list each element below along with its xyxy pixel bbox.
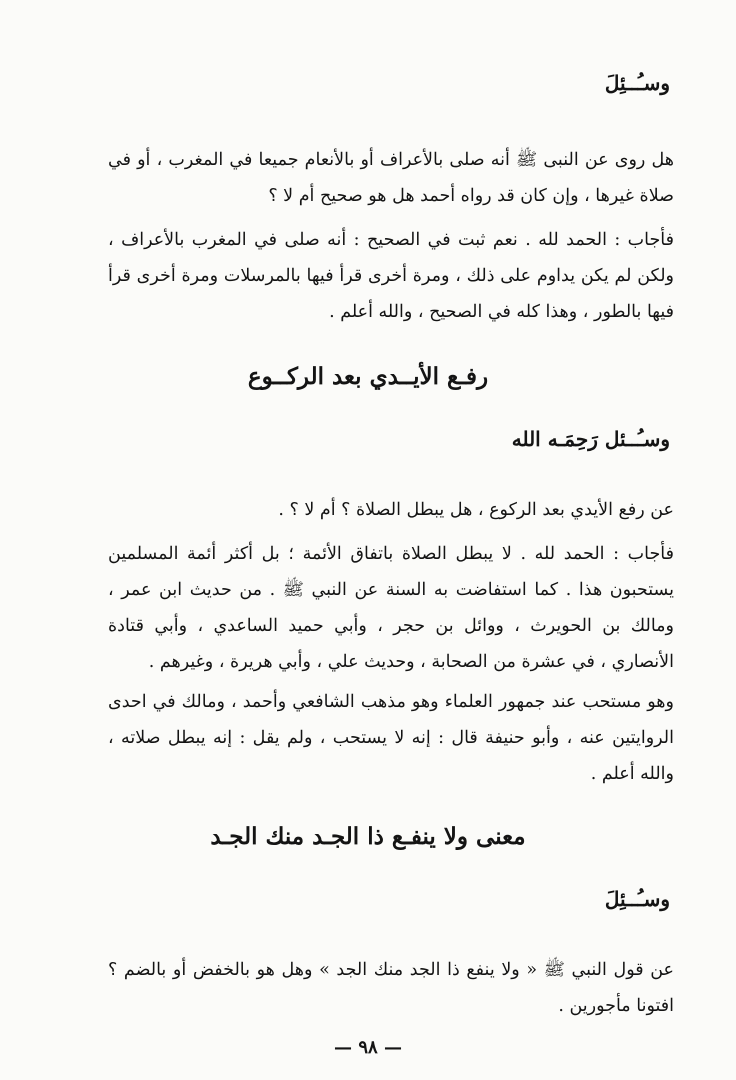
question-3-text: عن قول النبي ﷺ « ولا ينفع ذا الجد منك الجد » وهل هو بالخفض أو بالضم ؟ افتونا مأجورين . — [108, 960, 674, 1016]
answer-2-text: فأجاب : الحمد لله . لا يبطل الصلاة باتفاق الأئمة ؛ بل أكثر أئمة المسلمين يستحبون هذا . كما استفاضت به السنة عن النبي ﷺ . من حديث ابن عمر ، ومالك بن الحويرث ، ووائل بن حجر ، وأبي حميد الساعدي ، وأبي قتادة الأنصاري ، في عشرة من الصحابة ، وحديث علي ، وأبي هريرة ، وغيرهم . — [108, 544, 674, 672]
question-1-text: هل روى عن النبى ﷺ أنه صلى بالأعراف أو بالأنعام جميعا في المغرب ، أو في صلاة غيرها ، وإن كان قد رواه أحمد هل هو صحيح أم لا ؟ — [108, 150, 674, 206]
question-2-text: عن رفع الأيدي بعد الركوع ، هل يبطل الصلاة ؟ أم لا ؟ . — [278, 500, 674, 520]
answer-1-text: فأجاب : الحمد لله . نعم ثبت في الصحيح : أنه صلى في المغرب بالأعراف ، ولكن لم يكن يداوم على ذلك ، ومرة أخرى قرأ فيها بالمرسلات ومرة أخرى قرأ فيها بالطور ، وهذا كله في الصحيح ، والله أعلم . — [108, 230, 674, 322]
section-heading-raising-hands: رفـع الأيــدي بعد الركــوع — [247, 363, 489, 390]
question-label-2: وسـُــئل رَحِمَـه الله — [511, 427, 670, 451]
question-label-3: وسـُــئِلَ — [604, 887, 670, 911]
question-label-1: وسـُــئِلَ — [604, 71, 670, 95]
section-heading-al-jadd: معنى ولا ينفـع ذا الجـد منك الجـد — [210, 823, 526, 850]
page-number: — ٩٨ — — [334, 1037, 402, 1058]
answer-2-continuation: وهو مستحب عند جمهور العلماء وهو مذهب الشافعي وأحمد ، ومالك في احدى الروايتين عنه ، وأبو حنيفة قال : إنه لا يستحب ، ولم يقل : إنه يبطل صلاته ، والله أعلم . — [108, 692, 674, 784]
